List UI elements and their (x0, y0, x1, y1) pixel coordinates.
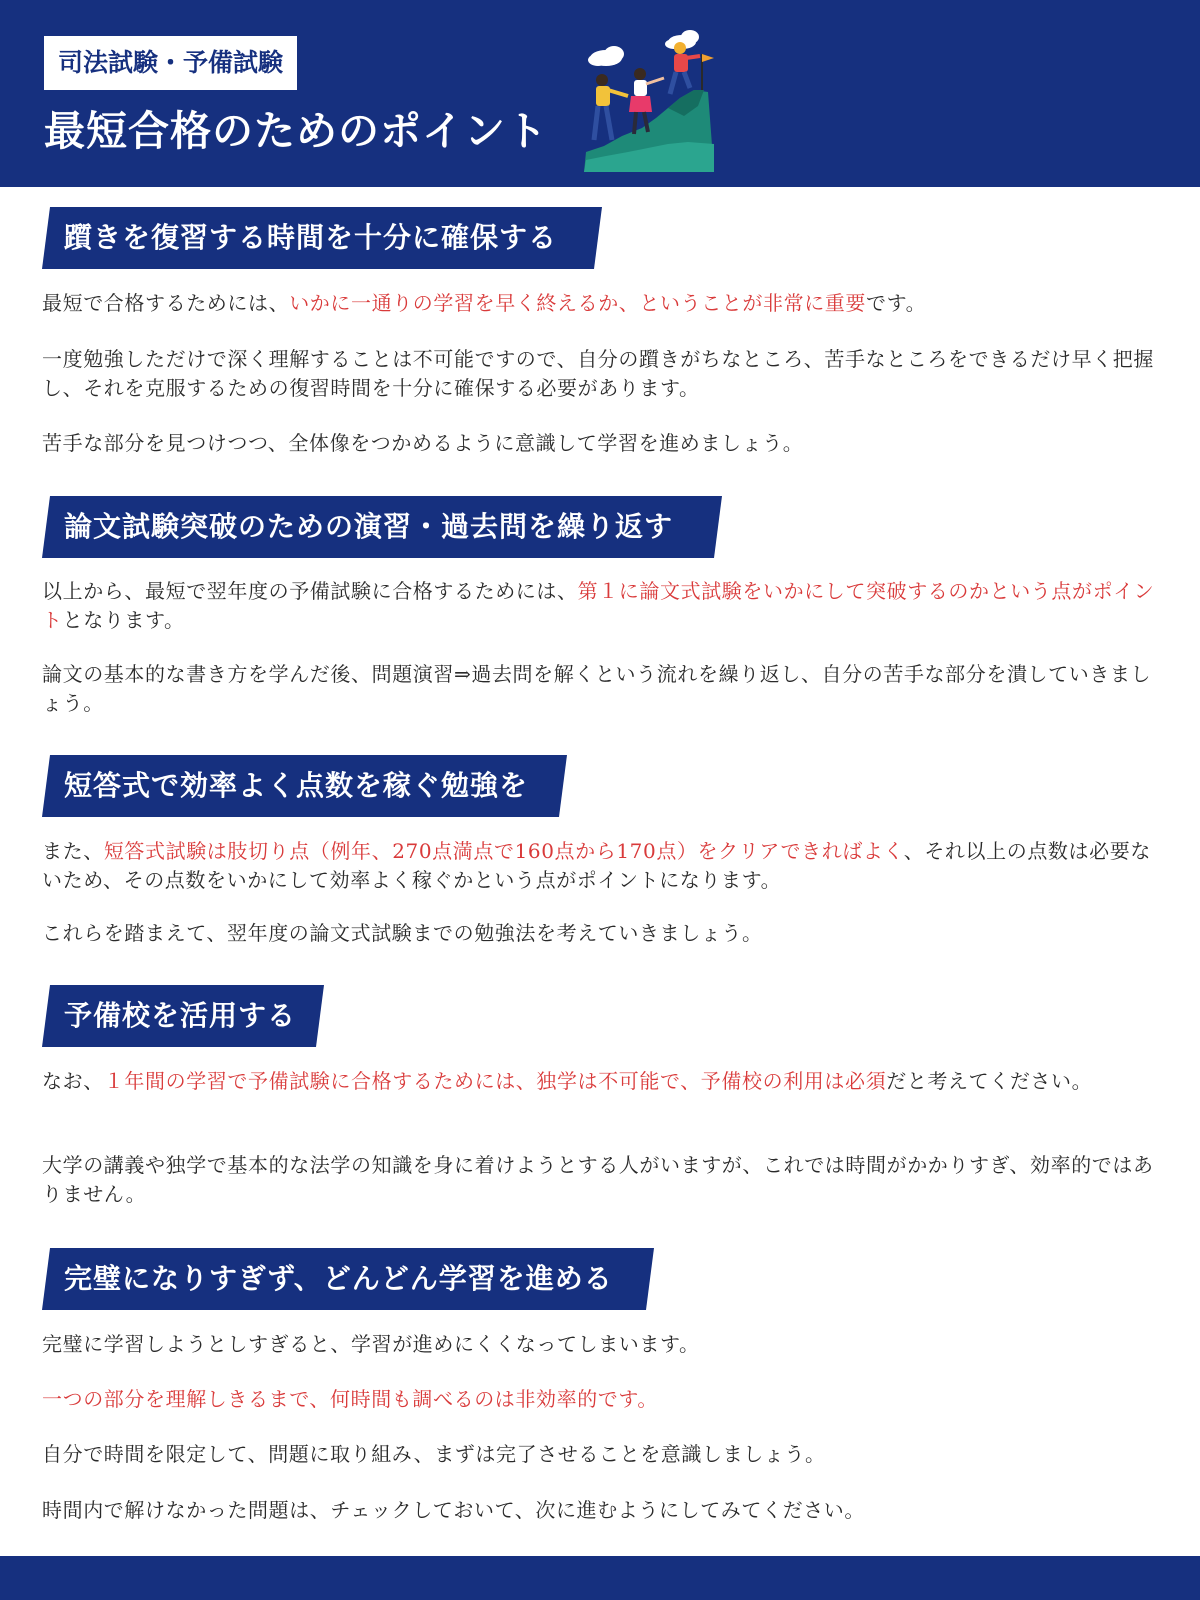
section-heading-label: 予備校を活用する (64, 999, 297, 1032)
highlight-text: いかに一通りの学習を早く終えるか、ということが非常に重要 (289, 291, 867, 315)
section-heading-label: 論文試験突破のための演習・過去問を繰り返す (64, 510, 674, 543)
header-banner (0, 0, 1200, 187)
section-heading-label: 躓きを復習する時間を十分に確保する (64, 221, 558, 254)
highlight-text: 第１に論文式試験をいかにして突破するのかという点がポイント (42, 579, 1155, 632)
highlight-text: １年間の学習で予備試験に合格するためには、独学は不可能で、予備校の利用は必須 (103, 1069, 887, 1093)
highlight-paragraph: 一つの部分を理解しきるまで、何時間も調べるのは非効率的です。 (42, 1387, 658, 1411)
paragraph: 完璧に学習しようとしすぎると、学習が進めにくくなってしまいます。 (42, 1332, 700, 1356)
paragraph: 以上から、最短で翌年度の予備試験に合格するためには、第１に論文式試験をいかにして突破するのかという点がポイントとなります。 (42, 579, 1155, 632)
page-title: 最短合格のためのポイント (44, 107, 548, 155)
mountain-climbers-illustration-icon (584, 24, 734, 172)
paragraph: 一度勉強しただけで深く理解することは不可能ですので、自分の躓きがちなところ、苦手なところをできるだけ早く把握し、それを克服するための復習時間を十分に確保する必要があります。 (42, 347, 1154, 400)
paragraph: 大学の講義や独学で基本的な法学の知識を身に着けようとする人がいますが、これでは時間がかかりすぎ、効率的ではありません。 (42, 1153, 1154, 1206)
paragraph: これらを踏まえて、翌年度の論文式試験までの勉強法を考えていきましょう。 (42, 921, 763, 945)
paragraph: 最短で合格するためには、いかに一通りの学習を早く終えるか、ということが非常に重要です。 (42, 291, 927, 315)
section-heading-essay-practice (42, 496, 695, 558)
paragraph: 時間内で解けなかった問題は、チェックしておいて、次に進むようにしてみてください。 (42, 1498, 865, 1522)
paragraph: 論文の基本的な書き方を学んだ後、問題演習⇒過去問を解くという流れを繰り返し、自分の苦手な部分を潰していきましょう。 (42, 662, 1152, 715)
footer-bar (0, 1556, 1200, 1600)
highlight-text: 短答式試験は肢切り点（例年、270点満点で160点から170点）をクリアできればよく (103, 839, 904, 863)
paragraph: 自分で時間を限定して、問題に取り組み、まずは完了させることを意識しましょう。 (42, 1442, 826, 1466)
section-heading-label: 短答式で効率よく点数を稼ぐ勉強を (64, 769, 529, 802)
section-heading-label: 完璧になりすぎず、どんどん学習を進める (64, 1262, 613, 1295)
section-heading-short-answer (42, 755, 550, 817)
section-heading-prep-school (42, 985, 318, 1047)
header-tag: 司法試験・予備試験 (44, 36, 297, 90)
paragraph: また、短答式試験は肢切り点（例年、270点満点で160点から170点）をクリアできればよく、それ以上の点数は必要ないため、その点数をいかにして効率よく稼ぐかという点がポイントになります。 (42, 839, 1151, 892)
section-heading-review-time (42, 207, 579, 269)
section-heading-dont-be-perfect (42, 1248, 635, 1310)
paragraph: なお、１年間の学習で予備試験に合格するためには、独学は不可能で、予備校の利用は必須だと考えてください。 (42, 1069, 1093, 1093)
paragraph: 苦手な部分を見つけつつ、全体像をつかめるように意識して学習を進めましょう。 (42, 431, 804, 455)
